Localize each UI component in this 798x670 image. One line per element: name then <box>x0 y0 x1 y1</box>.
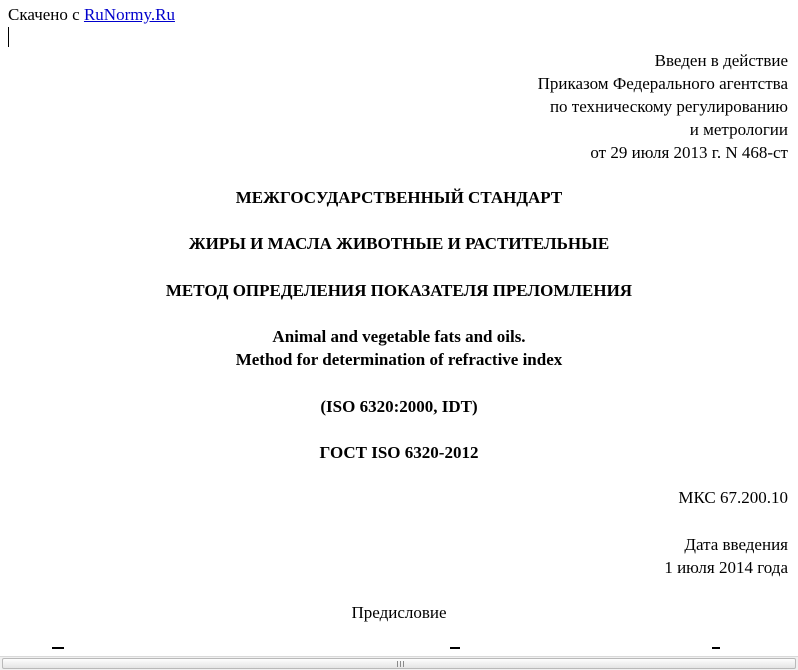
preface-heading: Предисловие <box>351 603 447 622</box>
document-title: ЖИРЫ И МАСЛА ЖИВОТНЫЕ И РАСТИТЕЛЬНЫЕ <box>188 234 610 253</box>
scrollbar-thumb[interactable] <box>2 658 796 669</box>
english-title-line-2: Method for determination of refractive index <box>235 350 563 369</box>
enactment-line: Приказом Федерального агентства <box>537 74 788 93</box>
iso-reference: (ISO 6320:2000, IDT) <box>320 397 478 416</box>
enactment-line: Введен в действие <box>654 51 788 70</box>
enactment-line: по техническому регулированию <box>549 97 788 116</box>
document-subtitle: МЕТОД ОПРЕДЕЛЕНИЯ ПОКАЗАТЕЛЯ ПРЕЛОМЛЕНИЯ <box>165 281 633 300</box>
source-link[interactable]: RuNormy.Ru <box>83 5 175 24</box>
enactment-block <box>538 49 788 164</box>
gost-number: ГОСТ ISO 6320-2012 <box>319 443 479 462</box>
horizontal-scrollbar[interactable] <box>0 656 798 670</box>
mks-code: МКС 67.200.10 <box>678 488 788 507</box>
intro-date-value: 1 июля 2014 года <box>664 558 788 577</box>
clipped-text-line <box>52 647 772 656</box>
standard-type-heading: МЕЖГОСУДАРСТВЕННЫЙ СТАНДАРТ <box>235 188 563 207</box>
intro-date-label: Дата введения <box>684 535 788 554</box>
source-prefix: Скачено с <box>8 5 84 24</box>
enactment-line: и метрологии <box>689 120 788 139</box>
enactment-line: от 29 июля 2013 г. N 468-ст <box>590 143 788 162</box>
grip-icon <box>397 661 406 667</box>
english-title-line-1: Animal and vegetable fats and oils. <box>272 327 526 346</box>
text-cursor <box>8 27 9 47</box>
source-line <box>8 5 175 25</box>
